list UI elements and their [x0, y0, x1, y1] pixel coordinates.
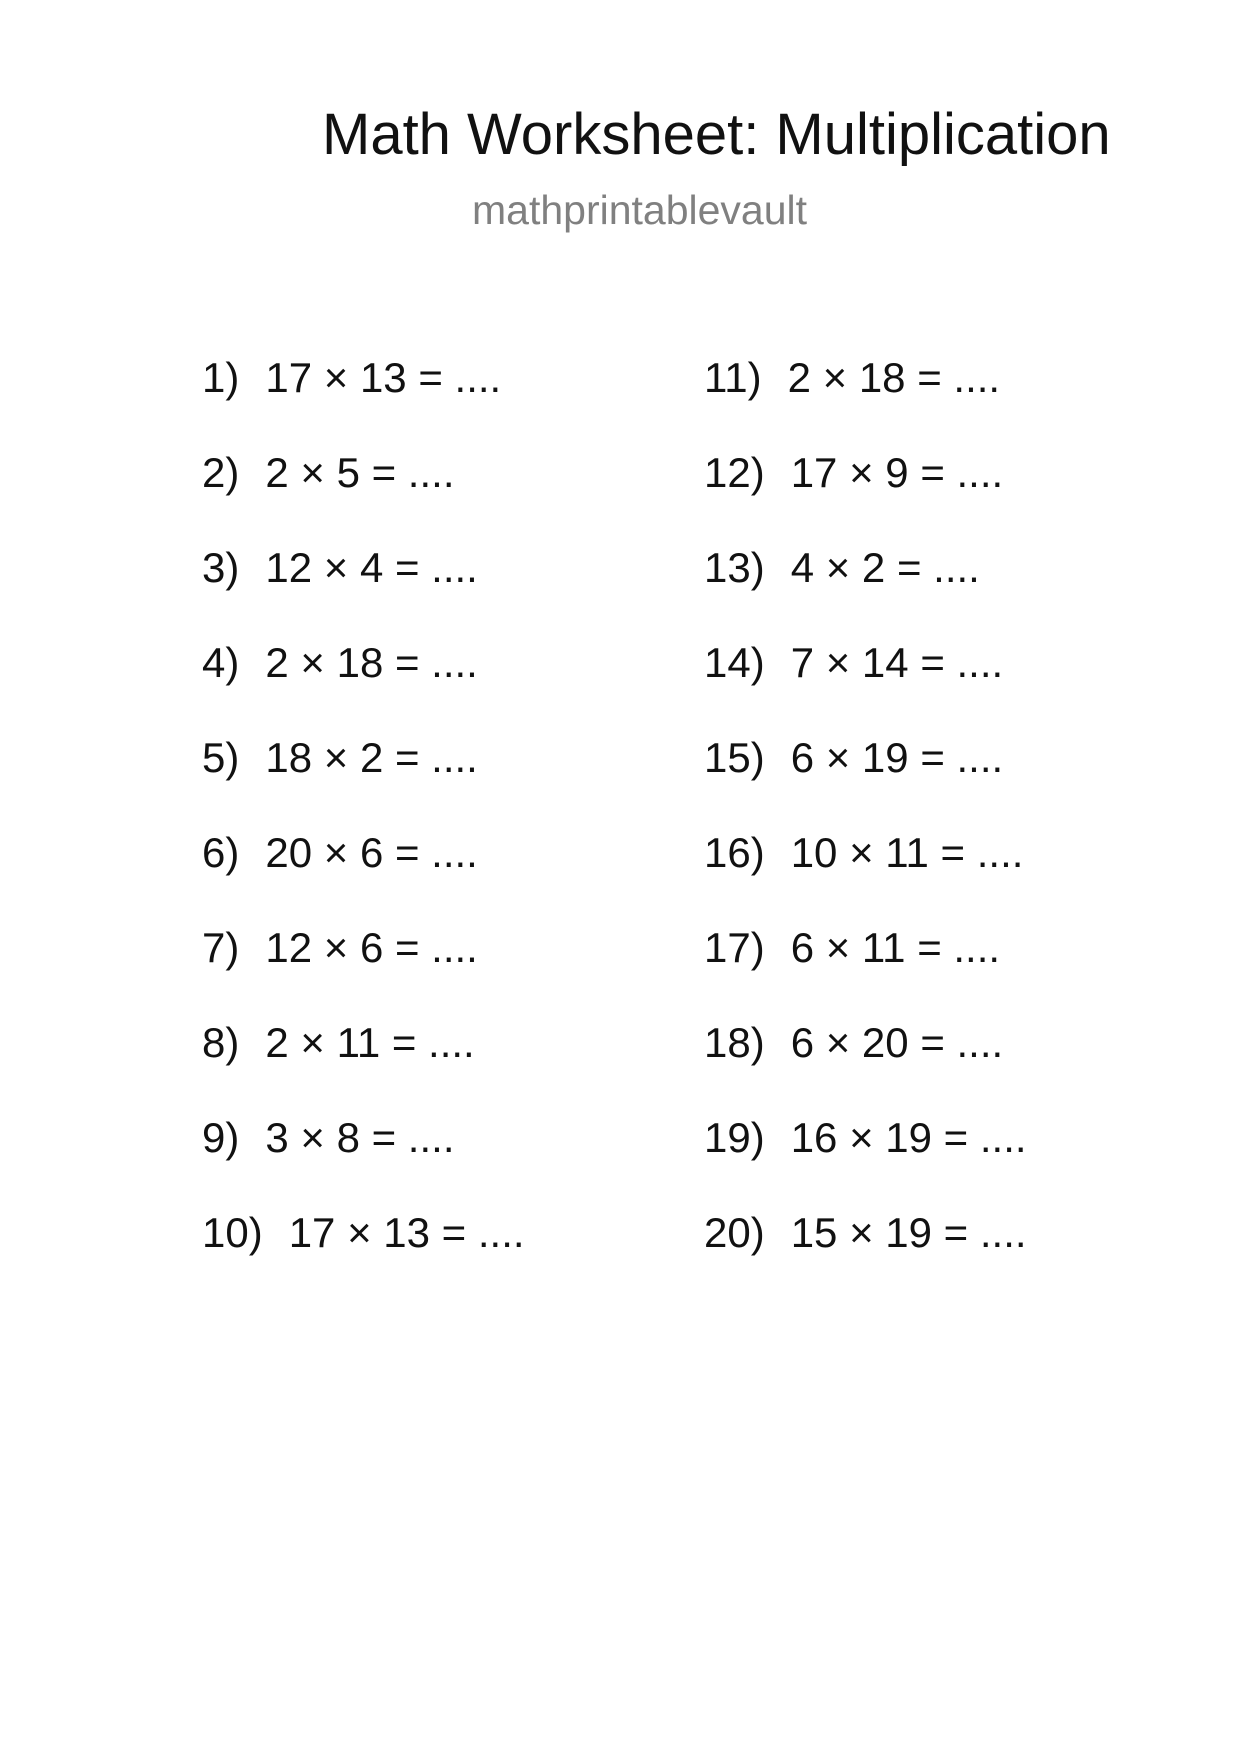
problem-expression: 2 × 18 = .... [787, 354, 1001, 401]
problem-number: 18) [704, 1019, 765, 1066]
problem-number: 2) [202, 449, 240, 496]
problem-item [202, 445, 622, 540]
problem-item [202, 1015, 622, 1110]
problem-number: 8) [202, 1019, 240, 1066]
problem-expression: 7 × 14 = .... [790, 639, 1004, 686]
problem-number: 3) [202, 544, 240, 591]
problem-number: 4) [202, 639, 240, 686]
problem-number: 10) [202, 1209, 263, 1256]
problem-number: 12) [704, 449, 765, 496]
problem-item [202, 920, 622, 1015]
problem-item [704, 825, 1124, 920]
page-title: Math Worksheet: Multiplication [322, 102, 1111, 167]
problem-item [704, 1205, 1124, 1300]
problem-expression: 2 × 5 = .... [265, 449, 455, 496]
problem-item [704, 350, 1124, 445]
problem-item [202, 825, 622, 920]
problem-item [704, 540, 1124, 635]
problem-expression: 16 × 19 = .... [790, 1114, 1027, 1161]
problem-item [202, 730, 622, 825]
problem-number: 7) [202, 924, 240, 971]
problem-column-right [704, 350, 1124, 1300]
problem-expression: 18 × 2 = .... [265, 734, 478, 781]
problem-expression: 2 × 18 = .... [265, 639, 478, 686]
problem-expression: 17 × 9 = .... [790, 449, 1004, 496]
problem-number: 15) [704, 734, 765, 781]
problem-expression: 12 × 6 = .... [265, 924, 478, 971]
problem-expression: 6 × 19 = .... [790, 734, 1004, 781]
problem-item [202, 350, 622, 445]
problem-expression: 20 × 6 = .... [265, 829, 478, 876]
problem-item [704, 1015, 1124, 1110]
problem-expression: 6 × 20 = .... [790, 1019, 1004, 1066]
problem-number: 11) [704, 354, 762, 401]
problem-number: 14) [704, 639, 765, 686]
problem-item [202, 1205, 622, 1300]
problem-item [704, 1110, 1124, 1205]
problem-column-left [202, 350, 622, 1300]
problem-expression: 15 × 19 = .... [790, 1209, 1027, 1256]
problem-expression: 12 × 4 = .... [265, 544, 478, 591]
problem-expression: 17 × 13 = .... [265, 354, 502, 401]
problem-item [704, 920, 1124, 1015]
problem-expression: 2 × 11 = .... [265, 1019, 475, 1066]
problem-item [202, 1110, 622, 1205]
problem-expression: 3 × 8 = .... [265, 1114, 455, 1161]
problem-number: 19) [704, 1114, 765, 1161]
problem-item [202, 635, 622, 730]
problem-number: 1) [202, 354, 240, 401]
problem-expression: 10 × 11 = .... [790, 829, 1024, 876]
problem-expression: 17 × 13 = .... [288, 1209, 525, 1256]
problem-number: 13) [704, 544, 765, 591]
problem-number: 5) [202, 734, 240, 781]
problem-item [202, 540, 622, 635]
page-subtitle: mathprintablevault [472, 187, 808, 233]
problem-expression: 4 × 2 = .... [790, 544, 980, 591]
problem-item [704, 635, 1124, 730]
problem-expression: 6 × 11 = .... [790, 924, 1001, 971]
problem-item [704, 730, 1124, 825]
problem-number: 16) [704, 829, 765, 876]
problem-number: 20) [704, 1209, 765, 1256]
problem-number: 6) [202, 829, 240, 876]
problem-number: 9) [202, 1114, 240, 1161]
problem-number: 17) [704, 924, 765, 971]
problem-item [704, 445, 1124, 540]
